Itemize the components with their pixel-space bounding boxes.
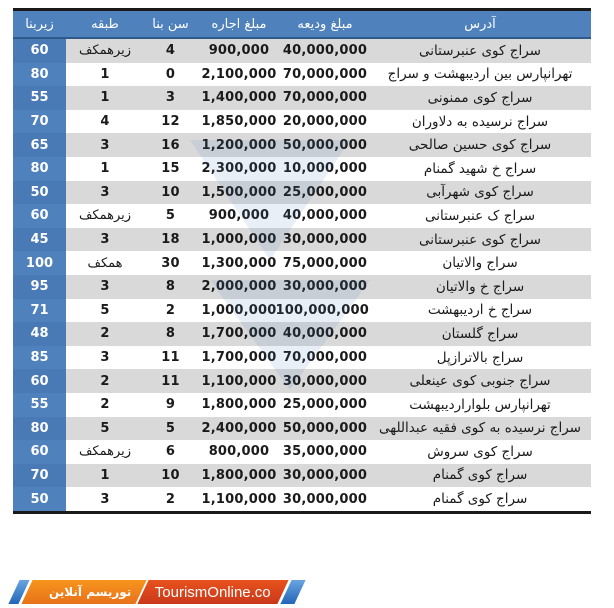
header-floor: طبقه — [66, 11, 144, 38]
cell-rent: 1,700,000 — [197, 346, 281, 370]
cell-floor: 5 — [66, 299, 144, 323]
table-row — [13, 133, 591, 157]
cell-rent: 2,300,000 — [197, 157, 281, 181]
cell-address: سراج کوی شهرآبی — [369, 181, 591, 205]
cell-rent: 1,800,000 — [197, 464, 281, 488]
cell-area: 80 — [13, 157, 66, 181]
cell-floor: 3 — [66, 275, 144, 299]
cell-age: 10 — [144, 464, 197, 488]
table-body — [13, 38, 591, 511]
table-header-row — [13, 11, 591, 38]
cell-area: 80 — [13, 63, 66, 87]
cell-age: 0 — [144, 63, 197, 87]
header-age: سن بنا — [144, 11, 197, 38]
table-row — [13, 157, 591, 181]
cell-age: 9 — [144, 393, 197, 417]
cell-rent: 1,100,000 — [197, 369, 281, 393]
cell-area: 80 — [13, 417, 66, 441]
cell-floor: زیرهمکف — [66, 204, 144, 228]
cell-floor: 1 — [66, 157, 144, 181]
cell-floor: 3 — [66, 228, 144, 252]
cell-address: سراج خ والاتیان — [369, 275, 591, 299]
cell-floor: زیرهمکف — [66, 440, 144, 464]
cell-deposit: 40,000,000 — [281, 38, 369, 63]
cell-age: 15 — [144, 157, 197, 181]
cell-deposit: 70,000,000 — [281, 86, 369, 110]
bottom-border — [13, 511, 591, 514]
cell-address: سراج ک عنبرستانی — [369, 204, 591, 228]
cell-floor: 3 — [66, 487, 144, 511]
cell-address: سراج بالاترازپل — [369, 346, 591, 370]
header-area: زیربنا — [13, 11, 66, 38]
cell-rent: 1,500,000 — [197, 181, 281, 205]
rental-table-container — [13, 8, 591, 514]
cell-floor: 3 — [66, 133, 144, 157]
cell-floor: 1 — [66, 464, 144, 488]
cell-address: سراج نرسیده به دلاوران — [369, 110, 591, 134]
cell-area: 60 — [13, 440, 66, 464]
cell-area: 48 — [13, 322, 66, 346]
logo-persian-text: توریسم آنلاین — [21, 580, 146, 604]
cell-address: سراج گلستان — [369, 322, 591, 346]
cell-floor: 1 — [66, 63, 144, 87]
cell-rent: 2,000,000 — [197, 275, 281, 299]
cell-deposit: 50,000,000 — [281, 133, 369, 157]
table-row — [13, 393, 591, 417]
cell-rent: 900,000 — [197, 38, 281, 63]
cell-area: 50 — [13, 181, 66, 205]
cell-age: 11 — [144, 369, 197, 393]
cell-deposit: 10,000,000 — [281, 157, 369, 181]
cell-address: سراج خ اردیبهشت — [369, 299, 591, 323]
table-row — [13, 63, 591, 87]
cell-address: سراج جنوبی کوی عینعلی — [369, 369, 591, 393]
cell-deposit: 30,000,000 — [281, 487, 369, 511]
cell-age: 11 — [144, 346, 197, 370]
cell-age: 10 — [144, 181, 197, 205]
cell-deposit: 20,000,000 — [281, 110, 369, 134]
cell-floor: 5 — [66, 417, 144, 441]
cell-rent: 1,300,000 — [197, 251, 281, 275]
cell-deposit: 25,000,000 — [281, 393, 369, 417]
cell-rent: 2,100,000 — [197, 63, 281, 87]
cell-area: 85 — [13, 346, 66, 370]
cell-deposit: 100,000,000 — [281, 299, 369, 323]
table-row — [13, 228, 591, 252]
table-row — [13, 181, 591, 205]
cell-age: 8 — [144, 322, 197, 346]
cell-floor: 2 — [66, 369, 144, 393]
logo-english-text: TourismOnline.co — [138, 580, 289, 604]
cell-age: 16 — [144, 133, 197, 157]
cell-age: 2 — [144, 299, 197, 323]
table-row — [13, 440, 591, 464]
cell-age: 30 — [144, 251, 197, 275]
cell-rent: 800,000 — [197, 440, 281, 464]
cell-address: تهرانپارس بین اردیبهشت و سراج — [369, 63, 591, 87]
table-row — [13, 275, 591, 299]
table-row — [13, 86, 591, 110]
cell-rent: 2,400,000 — [197, 417, 281, 441]
cell-address: سراج نرسیده به کوی فقیه عبداللهی — [369, 417, 591, 441]
cell-rent: 1,000,000 — [197, 228, 281, 252]
table-row — [13, 38, 591, 63]
cell-rent: 1,800,000 — [197, 393, 281, 417]
cell-floor: 3 — [66, 181, 144, 205]
table-row — [13, 110, 591, 134]
cell-address: سراج کوی عنبرستانی — [369, 228, 591, 252]
cell-address: سراج کوی حسین صالحی — [369, 133, 591, 157]
table-row — [13, 487, 591, 511]
tourismonline-logo — [14, 580, 300, 604]
cell-deposit: 25,000,000 — [281, 181, 369, 205]
cell-area: 50 — [13, 487, 66, 511]
cell-floor: 4 — [66, 110, 144, 134]
table-row — [13, 299, 591, 323]
cell-deposit: 30,000,000 — [281, 275, 369, 299]
cell-rent: 1,700,000 — [197, 322, 281, 346]
cell-deposit: 40,000,000 — [281, 322, 369, 346]
cell-age: 12 — [144, 110, 197, 134]
table-row — [13, 346, 591, 370]
cell-age: 18 — [144, 228, 197, 252]
cell-area: 45 — [13, 228, 66, 252]
cell-deposit: 75,000,000 — [281, 251, 369, 275]
cell-rent: 1,400,000 — [197, 86, 281, 110]
cell-floor: همکف — [66, 251, 144, 275]
cell-deposit: 70,000,000 — [281, 346, 369, 370]
table-row — [13, 204, 591, 228]
cell-floor: 1 — [66, 86, 144, 110]
rental-listings-table — [13, 11, 591, 511]
cell-area: 60 — [13, 204, 66, 228]
table-row — [13, 464, 591, 488]
cell-area: 71 — [13, 299, 66, 323]
cell-deposit: 70,000,000 — [281, 63, 369, 87]
cell-rent: 1,850,000 — [197, 110, 281, 134]
cell-deposit: 40,000,000 — [281, 204, 369, 228]
cell-area: 55 — [13, 393, 66, 417]
cell-rent: 1,100,000 — [197, 487, 281, 511]
cell-area: 60 — [13, 38, 66, 63]
table-row — [13, 251, 591, 275]
header-deposit: مبلغ ودیعه — [281, 11, 369, 38]
cell-address: سراج خ شهید گمنام — [369, 157, 591, 181]
header-rent: مبلغ اجاره — [197, 11, 281, 38]
cell-deposit: 30,000,000 — [281, 369, 369, 393]
table-row — [13, 322, 591, 346]
cell-rent: 1,000,000 — [197, 299, 281, 323]
cell-floor: 3 — [66, 346, 144, 370]
cell-address: سراج کوی عنبرستانی — [369, 38, 591, 63]
cell-deposit: 35,000,000 — [281, 440, 369, 464]
cell-area: 65 — [13, 133, 66, 157]
cell-area: 70 — [13, 110, 66, 134]
cell-deposit: 30,000,000 — [281, 228, 369, 252]
cell-rent: 1,200,000 — [197, 133, 281, 157]
cell-age: 6 — [144, 440, 197, 464]
cell-floor: 2 — [66, 322, 144, 346]
cell-address: سراج کوی سروش — [369, 440, 591, 464]
table-row — [13, 369, 591, 393]
cell-address: سراج والاتیان — [369, 251, 591, 275]
cell-deposit: 50,000,000 — [281, 417, 369, 441]
cell-area: 60 — [13, 369, 66, 393]
cell-floor: 2 — [66, 393, 144, 417]
cell-age: 4 — [144, 38, 197, 63]
cell-age: 8 — [144, 275, 197, 299]
cell-floor: زیرهمکف — [66, 38, 144, 63]
cell-area: 70 — [13, 464, 66, 488]
cell-age: 2 — [144, 487, 197, 511]
cell-age: 3 — [144, 86, 197, 110]
cell-area: 55 — [13, 86, 66, 110]
cell-address: تهرانپارس بلواراردیبهشت — [369, 393, 591, 417]
cell-area: 95 — [13, 275, 66, 299]
cell-address: سراج کوی ممنونی — [369, 86, 591, 110]
cell-address: سراج کوی گمنام — [369, 487, 591, 511]
cell-age: 5 — [144, 204, 197, 228]
header-address: آدرس — [369, 11, 591, 38]
table-row — [13, 417, 591, 441]
cell-deposit: 30,000,000 — [281, 464, 369, 488]
cell-area: 100 — [13, 251, 66, 275]
cell-age: 5 — [144, 417, 197, 441]
cell-rent: 900,000 — [197, 204, 281, 228]
cell-address: سراج کوی گمنام — [369, 464, 591, 488]
